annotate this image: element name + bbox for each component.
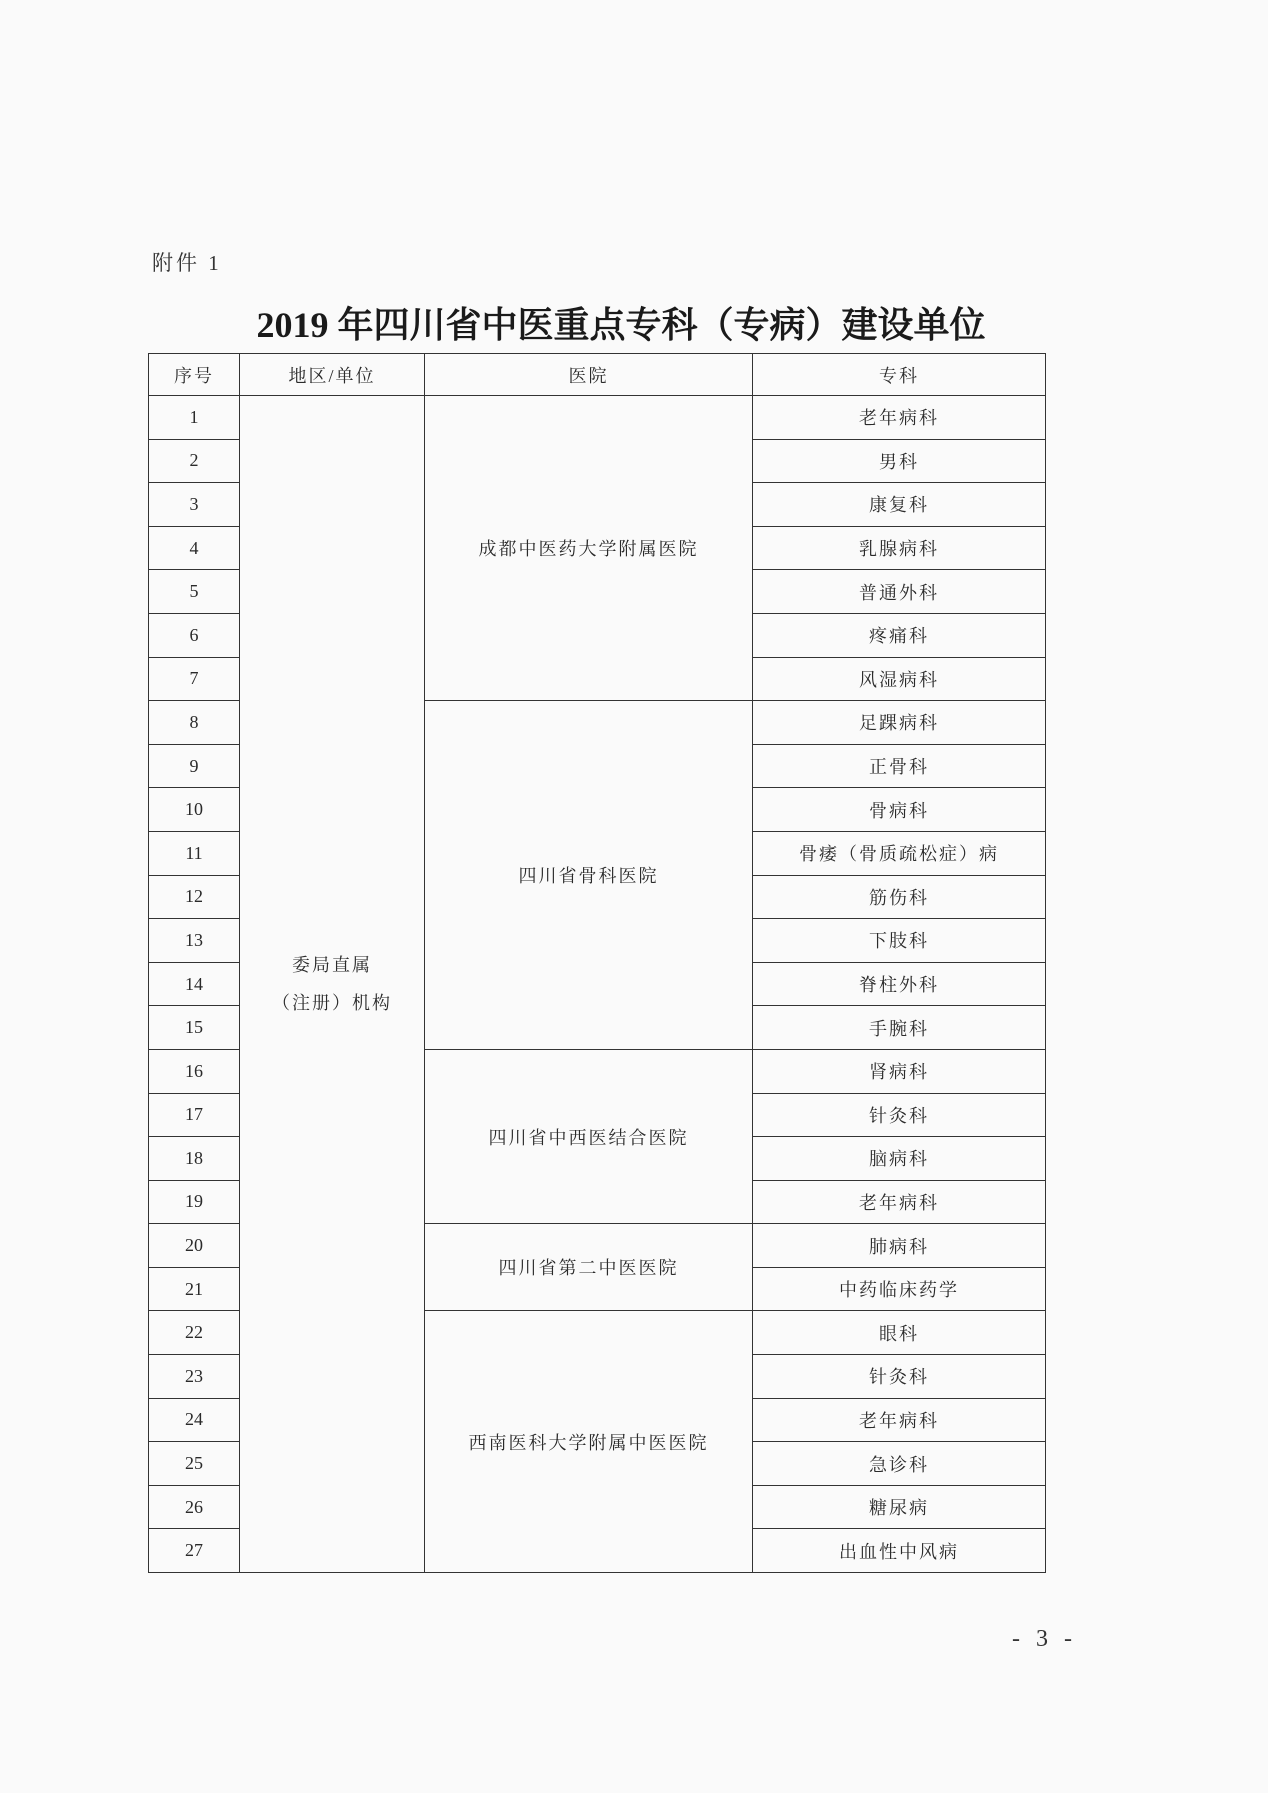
attachment-label: 附件 1 xyxy=(152,251,222,275)
row-number-cell: 22 xyxy=(149,1311,240,1355)
row-number-cell: 26 xyxy=(149,1485,240,1529)
specialty-cell: 老年病科 xyxy=(753,1398,1046,1442)
specialty-cell: 手腕科 xyxy=(753,1006,1046,1050)
hospital-cell: 西南医科大学附属中医医院 xyxy=(425,1311,753,1573)
row-number-cell: 2 xyxy=(149,439,240,483)
row-number-cell: 1 xyxy=(149,396,240,440)
specialty-cell: 肾病科 xyxy=(753,1049,1046,1093)
hospital-cell: 四川省第二中医医院 xyxy=(425,1224,753,1311)
page-number: - 3 - xyxy=(1012,1626,1077,1652)
specialty-cell: 风湿病科 xyxy=(753,657,1046,701)
specialty-cell: 出血性中风病 xyxy=(753,1529,1046,1573)
row-number-cell: 10 xyxy=(149,788,240,832)
units-table xyxy=(148,353,1046,1573)
header-specialty: 专科 xyxy=(753,354,1046,396)
row-number-cell: 3 xyxy=(149,483,240,527)
specialty-cell: 康复科 xyxy=(753,483,1046,527)
row-number-cell: 12 xyxy=(149,875,240,919)
specialty-cell: 老年病科 xyxy=(753,396,1046,440)
row-number-cell: 6 xyxy=(149,613,240,657)
hospital-cell: 四川省中西医结合医院 xyxy=(425,1049,753,1223)
region-cell: 委局直属 （注册）机构 xyxy=(240,396,425,1573)
row-number-cell: 16 xyxy=(149,1049,240,1093)
row-number-cell: 20 xyxy=(149,1224,240,1268)
row-number-cell: 14 xyxy=(149,962,240,1006)
row-number-cell: 19 xyxy=(149,1180,240,1224)
header-row xyxy=(149,354,1046,396)
row-number-cell: 15 xyxy=(149,1006,240,1050)
row-number-cell: 21 xyxy=(149,1267,240,1311)
document-title: 2019 年四川省中医重点专科（专病）建设单位 xyxy=(256,305,986,345)
row-number-cell: 13 xyxy=(149,919,240,963)
specialty-cell: 骨病科 xyxy=(753,788,1046,832)
specialty-cell: 正骨科 xyxy=(753,744,1046,788)
specialty-cell: 针灸科 xyxy=(753,1093,1046,1137)
header-hospital: 医院 xyxy=(425,354,753,396)
row-number-cell: 5 xyxy=(149,570,240,614)
row-number-cell: 25 xyxy=(149,1442,240,1486)
specialty-cell: 肺病科 xyxy=(753,1224,1046,1268)
specialty-cell: 糖尿病 xyxy=(753,1485,1046,1529)
row-number-cell: 9 xyxy=(149,744,240,788)
specialty-cell: 筋伤科 xyxy=(753,875,1046,919)
table-row xyxy=(149,396,1046,440)
header-index: 序号 xyxy=(149,354,240,396)
row-number-cell: 18 xyxy=(149,1137,240,1181)
specialty-cell: 眼科 xyxy=(753,1311,1046,1355)
specialty-cell: 针灸科 xyxy=(753,1355,1046,1399)
hospital-cell: 成都中医药大学附属医院 xyxy=(425,396,753,701)
specialty-cell: 普通外科 xyxy=(753,570,1046,614)
header-region: 地区/单位 xyxy=(240,354,425,396)
row-number-cell: 17 xyxy=(149,1093,240,1137)
specialty-cell: 男科 xyxy=(753,439,1046,483)
row-number-cell: 24 xyxy=(149,1398,240,1442)
row-number-cell: 4 xyxy=(149,526,240,570)
specialty-cell: 下肢科 xyxy=(753,919,1046,963)
hospital-cell: 四川省骨科医院 xyxy=(425,701,753,1050)
specialty-cell: 脑病科 xyxy=(753,1137,1046,1181)
specialty-cell: 急诊科 xyxy=(753,1442,1046,1486)
row-number-cell: 8 xyxy=(149,701,240,745)
row-number-cell: 27 xyxy=(149,1529,240,1573)
specialty-cell: 脊柱外科 xyxy=(753,962,1046,1006)
row-number-cell: 23 xyxy=(149,1355,240,1399)
table-header xyxy=(149,354,1046,396)
specialty-cell: 骨痿（骨质疏松症）病 xyxy=(753,831,1046,875)
table-body xyxy=(149,396,1046,1573)
specialty-cell: 中药临床药学 xyxy=(753,1267,1046,1311)
specialty-cell: 足踝病科 xyxy=(753,701,1046,745)
row-number-cell: 7 xyxy=(149,657,240,701)
specialty-cell: 乳腺病科 xyxy=(753,526,1046,570)
specialty-cell: 疼痛科 xyxy=(753,613,1046,657)
specialty-cell: 老年病科 xyxy=(753,1180,1046,1224)
row-number-cell: 11 xyxy=(149,831,240,875)
